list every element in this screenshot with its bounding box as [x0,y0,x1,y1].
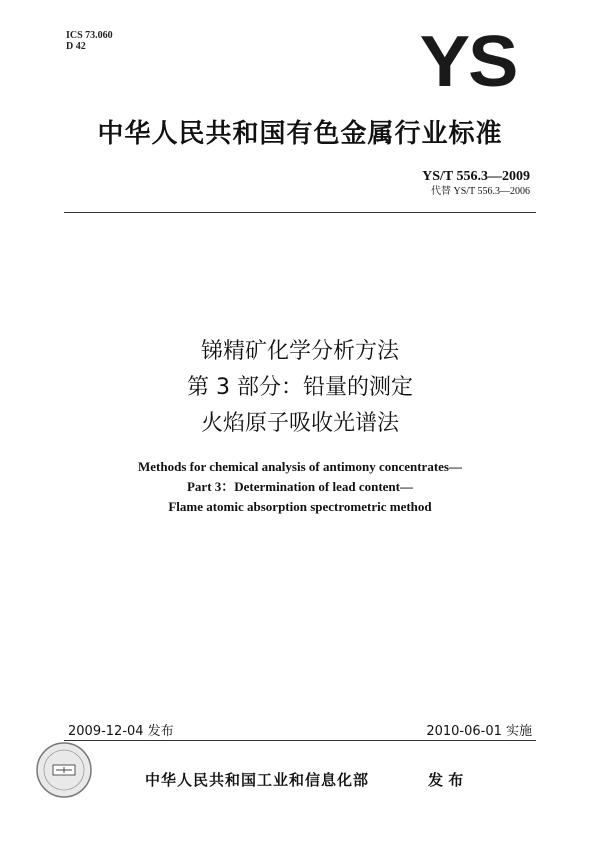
english-title-line: Flame atomic absorption spectrometric method [168,499,432,514]
chinese-title-line: 锑精矿化学分析方法 [200,339,399,364]
bottom-divider [64,740,536,741]
effective-date: 2010-06-01 实施 [426,724,532,739]
replaces-code: 代替 YS/T 556.3—2006 [431,186,530,197]
issue-date: 2009-12-04 发布 [68,724,174,739]
classification-codes [66,30,113,52]
ics-code: ICS 73.060 [66,30,113,41]
standard-code-block [422,169,530,198]
chinese-title-line: 第 3 部分：铅量的测定 [187,375,413,400]
ccs-code: D 42 [66,41,86,52]
top-divider [64,212,536,213]
english-title [0,457,600,517]
english-title-line: Part 3：Determination of lead content— [186,479,413,494]
standard-code: YS/T 556.3—2009 [422,169,530,184]
chinese-title [0,334,600,442]
issue-label: 发 布 [428,771,464,789]
english-title-line: Methods for chemical analysis of antimony concentrates— [137,459,462,474]
publisher-seal-icon [34,740,94,800]
chinese-title-line: 火焰原子吸收光谱法 [200,411,399,436]
standard-category: 中华人民共和国有色金属行业标准 [97,119,503,149]
ys-logo: YS [419,22,517,102]
issuing-authority: 中华人民共和国工业和信息化部 [145,771,370,789]
